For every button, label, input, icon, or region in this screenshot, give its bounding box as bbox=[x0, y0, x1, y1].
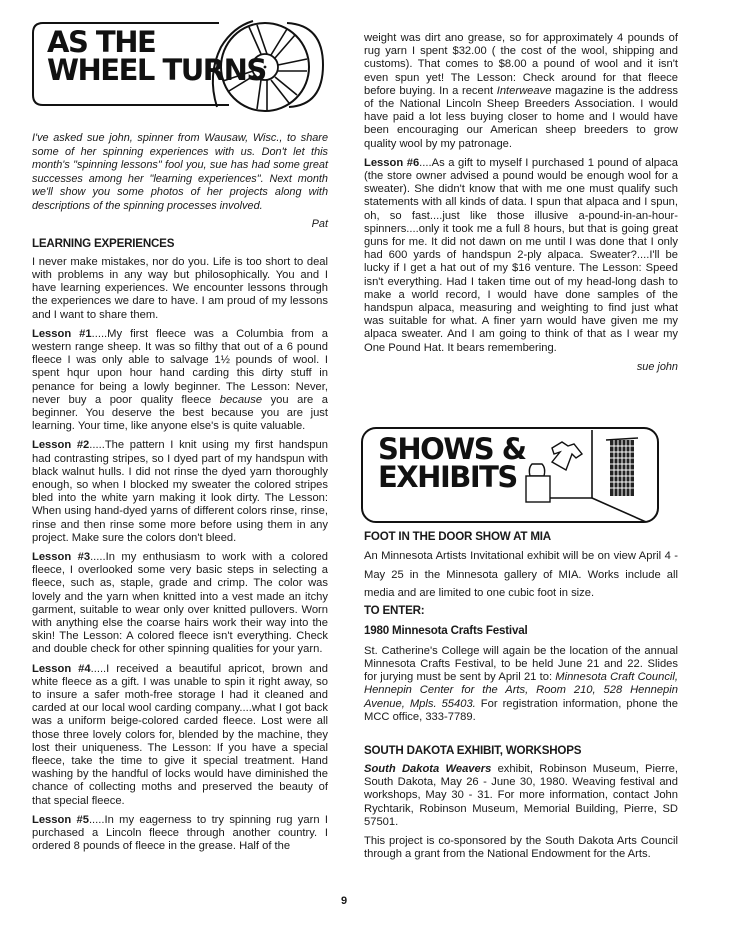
lesson-text: magazine is the address of the National Lincoln Sheep Breeders Association. I would have paid a lot less buying closer to home and I would have been encouraging our American sheep breeders to grow quality wool by my patronage. bbox=[364, 84, 679, 150]
wheel-turns-title bbox=[47, 25, 266, 87]
lesson-1 bbox=[32, 328, 328, 434]
lesson-text: .....In my enthusiasm to work with a colored fleece, I overlooked some very basic steps in selecting a fleece, such as, staple, grade and crimp. The color was lovely and the yarn when knitted into a vest made an itchy garment, suitable to wear only over knitted pullovers. Worn with anything else the coarse hairs work their way into the skin! The Lesson: A colored fleece isn't everything. Check and double check for other spinning qualities for your yarn. bbox=[32, 551, 328, 656]
vase-on-pedestal-icon bbox=[524, 462, 554, 506]
south-dakota-sponsor: This project is co-sponsored by the South Dakota Arts Council through a grant from the National Endowment for the Arts. bbox=[364, 835, 678, 861]
lesson-text: .....I received a beautiful apricot, brown and white fleece as a gift. I was unable to spin it right away, so to insure a safer moth-free storage I had it cleaned and carded at our local wool carding company....what I got back was a uniform beige-colored carded fleece. Lost were all those three lovely colors for, blended by the machine, they lost their uniqueness. The Lesson: If you have a special fleece, take the time to give it special treatment. Hand washing by the handful of locks would have diminished the chance of collecting moths and preserved the beauty of that special fleece. bbox=[32, 662, 328, 807]
foot-in-door-body: An Minnesota Artists Invitational exhibit will be on view April 4 - May 25 in the Minnesota gallery of MIA. Works include all media and are limited to one cubic foot in size. bbox=[364, 550, 678, 600]
festival-address: Minnesota Craft Council, Hennepin Center for the Arts, Room 210, 528 Hennepin Avenue, Mpls. 55403. bbox=[364, 671, 678, 710]
to-enter-heading: TO ENTER: bbox=[364, 603, 425, 617]
editor-intro: I've asked sue john, spinner from Wausaw, Wisc., to share some of her spinning experiences with us. Don't let this month's "spinning lessons" fool you, sue has had some great successes among her "learning experiences". Next month we'll show you some photos of her projects along with descriptions of the spinning processes involved. bbox=[32, 132, 328, 212]
article-signature: sue john bbox=[636, 360, 678, 373]
lesson-text: you are a beginner. You deserve the best because you are just learning. Your time, like anyone else's is quite valuable. bbox=[32, 393, 328, 433]
lesson-3 bbox=[32, 551, 328, 657]
title-line-1: AS THE bbox=[47, 25, 156, 59]
lesson-4 bbox=[32, 663, 328, 808]
exhibit-text: exhibit, Robinson Museum, Pierre, South Dakota, May 26 - June 30, 1980. Weaving festival and workshops, May 30 - 31. For more information, contact John Rychtarik, Robinson Museum, Memorial Building, Pierre, SD 57501. bbox=[364, 763, 679, 828]
title-line-1: SHOWS & bbox=[378, 432, 526, 466]
editor-signature: Pat bbox=[311, 217, 328, 230]
lesson-label: Lesson #5 bbox=[32, 813, 89, 826]
south-dakota-body bbox=[364, 763, 678, 829]
lesson-text: ....As a gift to myself I purchased 1 pound of alpaca (the store owner advised a pound would be enough wool for a sweater). She didn't know that with me one must qualify such statements with all kinds of data. I spun that alpaca and I spun, oh, so fast....just like those illusive a-pound-in-an-hour-spinners....only it took me a full 8 hours, but that is going great guns for me. It did not dawn on me until I was done that I only had 600 yards of handspun 2-ply alpaca. Sweater?....I'll be lucky if I get a hat out of my $16 venture. The Lesson: Speed isn't everything. Had I taken time out of my head-long dash to make a world record, I would have done samples of the handspun alpaca, measuring and weighting to find just what was suitable for what. A finer yarn would have given me my alpaca sweater. And I am going to think of that as I wear my One Pound Hat. It bears remembering. bbox=[364, 156, 678, 354]
shows-exhibits-title bbox=[378, 432, 526, 494]
lesson-label: Lesson #6 bbox=[364, 156, 420, 169]
lesson-label: Lesson #2 bbox=[32, 439, 90, 452]
wheel-turns-banner bbox=[29, 15, 331, 113]
lesson-label: Lesson #4 bbox=[32, 662, 91, 675]
page-number: 9 bbox=[341, 895, 348, 907]
lesson-5-continued bbox=[364, 32, 678, 151]
lesson-text: .....The pattern I knit using my first handspun had contrasting stripes, so I dyed part of my handspun with black walnut hulls. I did not rinse the dyed yarn thoroughly enough, so when I blocked my sweater the colored stripes bled into the white yarn making it look dirty. The Lesson: When using hand-dyed yarns of different colors rinse, rinse, rinse and then rinse some more before using them in any project. Make sure the colors don't bleed. bbox=[32, 439, 328, 544]
lesson-text: .....My first fleece was a Columbia from a western range sheep. It was so filthy that out of a 6 pound fleece I was only able to salvage 1½ pounds of wool. I spent hqur upon hour hand carding this dirty stuff in penance for being a lowly beginner. The Lesson: Never, never buy a poor quality fleece bbox=[32, 327, 328, 406]
title-line-2: EXHIBITS bbox=[378, 459, 517, 494]
lesson-2 bbox=[32, 439, 328, 545]
lesson-text: .....In my eagerness to try spinning rug yarn I purchased a Lincoln fleece through another country. I ordered 8 pounds of fleece in the grease. Half of the bbox=[32, 813, 328, 853]
lesson-5 bbox=[32, 814, 328, 854]
lesson-label: Lesson #3 bbox=[32, 551, 91, 564]
foot-in-door-heading: FOOT IN THE DOOR SHOW AT MIA bbox=[364, 530, 551, 543]
title-line-2: WHEEL TURNS bbox=[47, 52, 266, 87]
festival-text: St. Catherine's College will again be the location of the annual Minnesota Crafts Festival, to be held June 21 and 22. Slides for jurying must be sent by April 21 to: bbox=[364, 644, 678, 684]
south-dakota-heading: SOUTH DAKOTA EXHIBIT, WORKSHOPS bbox=[364, 744, 582, 757]
magazine-name: Interweave bbox=[496, 84, 552, 97]
festival-text: For registration information, phone the MCC office, 333-7789. bbox=[364, 697, 679, 723]
lesson-emphasis: because bbox=[219, 393, 263, 406]
shows-exhibits-banner bbox=[360, 426, 662, 524]
woven-hanging-icon bbox=[604, 436, 640, 500]
lesson-text: weight was dirt ano grease, so for approximately 4 pounds of rug yarn I spent $32.00 ( the cost of the wool, shipping and customs). That comes to $8.00 a pound of wool and it isn't even spun yet! The Lesson: Check around for that fleece before buying. In a recent bbox=[364, 32, 678, 97]
exhibit-name: South Dakota Weavers bbox=[364, 763, 492, 775]
lesson-label: Lesson #1 bbox=[32, 327, 92, 340]
crafts-festival-body bbox=[364, 645, 678, 724]
opening-paragraph: I never make mistakes, nor do you. Life is too short to deal with problems in any way but philosophically. You and I have learning experiences. We encounter lessons through the experiences we dare to have. I am proud of my lessons and I want to share them. bbox=[32, 255, 328, 321]
crafts-festival-subheading: 1980 Minnesota Crafts Festival bbox=[364, 623, 528, 637]
section-heading: LEARNING EXPERIENCES bbox=[32, 236, 175, 250]
lesson-6 bbox=[364, 157, 678, 355]
